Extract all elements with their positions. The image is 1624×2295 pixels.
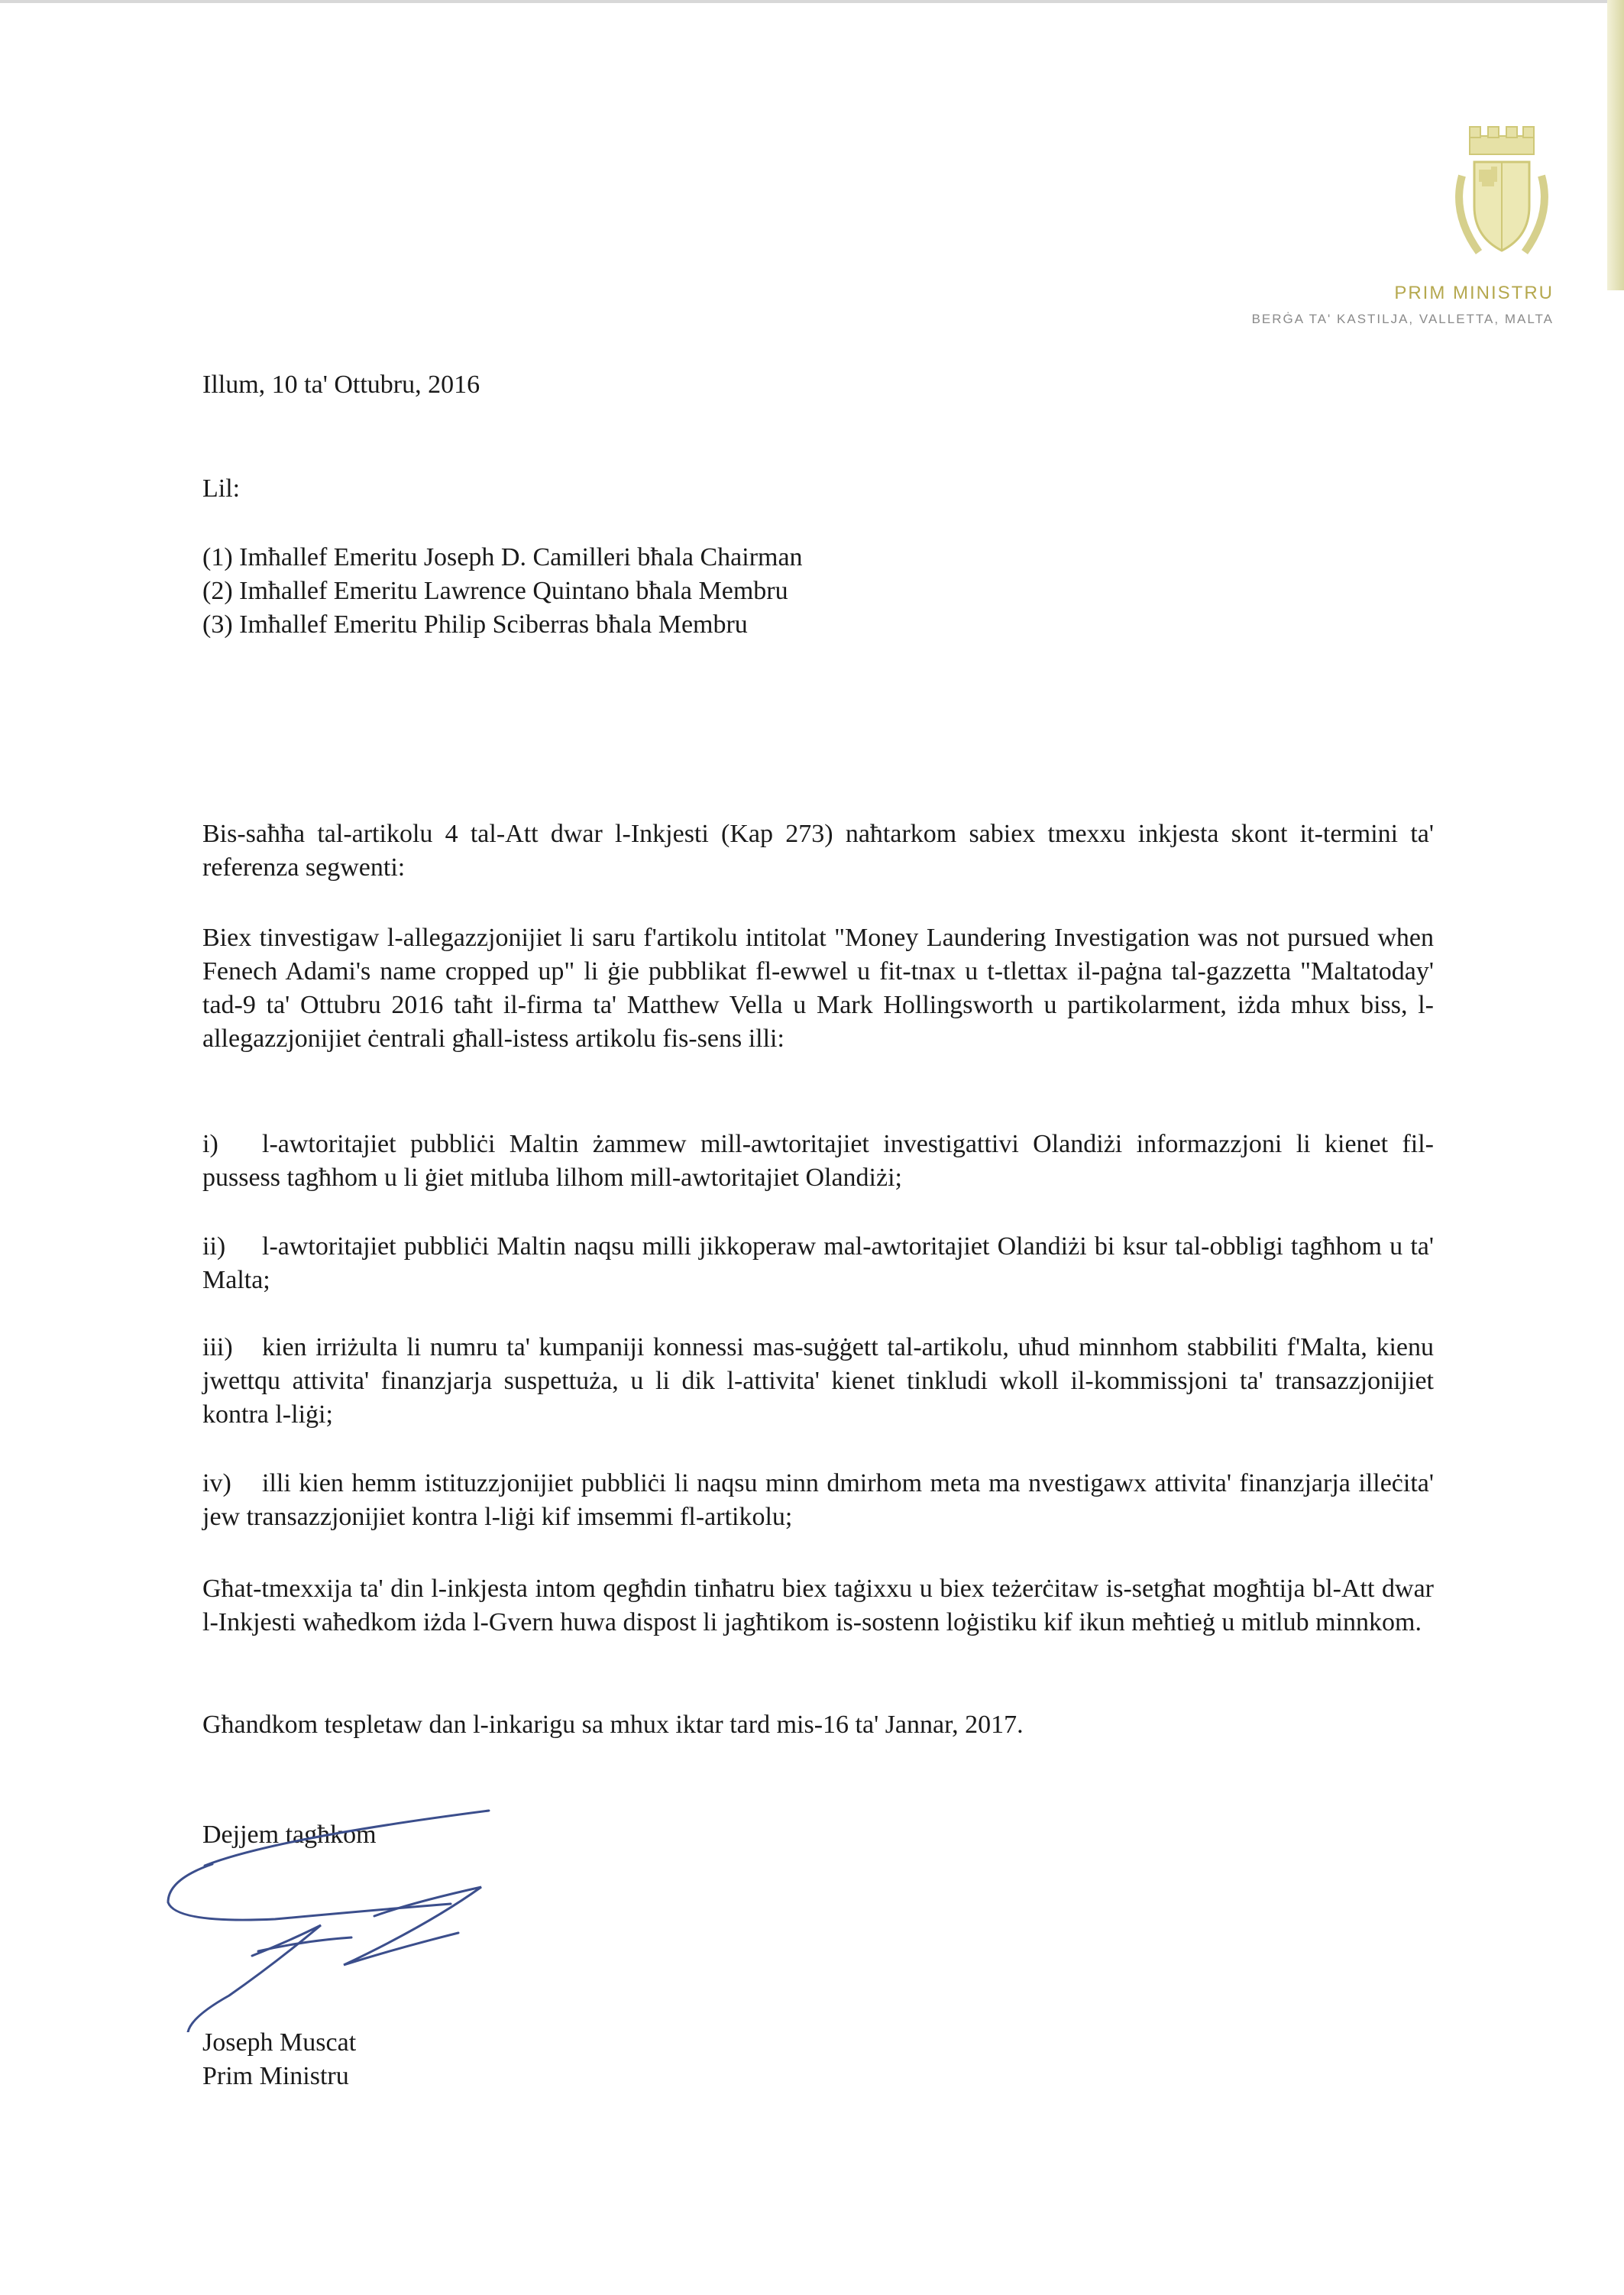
letter-date: Illum, 10 ta' Ottubru, 2016 bbox=[202, 371, 480, 399]
malta-coat-of-arms-icon bbox=[1448, 122, 1555, 267]
term-item-4 bbox=[202, 1467, 1434, 1534]
letterhead-title: PRIM MINISTRU bbox=[1394, 283, 1554, 303]
paragraph-terms: Biex tinvestigaw l-allegazzjonijiet li saru f'artikolu intitolat "Money Laundering Investigation was not pursued when Fenech Adami's name cropped up" li ġie pubblikat fl-ewwel u fit-tnax u t-tlettax il-paġna tal-gazzetta "Maltatoday' tad-9 ta' Ottubru 2016 taħt il-firma ta' Matthew Vella u Mark Hollingsworth u partikolarment, iżda mhux biss, l-allegazzjonijiet ċentrali għall-istess artikolu fis-sens illi: bbox=[202, 924, 1434, 1053]
term-item-text: kien irriżulta li numru ta' kumpaniji konnessi mas-suġġett tal-artikolu, uħud minnhom stabbiliti f'Malta, kienu jwettqu attivita' finanzjarja suspettuża, u li dik l-attivita' kienet tinkludi wkoll il-kommissjoni ta' transazzjonijiet kontra l-liġi; bbox=[202, 1333, 1434, 1429]
letterhead-address: BERĠA TA' KASTILJA, VALLETTA, MALTA bbox=[1251, 312, 1554, 326]
signatory-title: Prim Ministru bbox=[202, 2062, 349, 2090]
recipient-2: (2) Imħallef Emeritu Lawrence Quintano bħala Membru bbox=[202, 577, 788, 605]
term-item-1 bbox=[202, 1128, 1434, 1195]
scan-edge-strip bbox=[1607, 0, 1624, 290]
paragraph-intro: Bis-saħħa tal-artikolu 4 tal-Att dwar l-Inkjesti (Kap 273) naħtarkom sabiex tmexxu inkjesta skont it-termini ta' referenza segwenti: bbox=[202, 820, 1434, 882]
paragraph-conduct: Għat-tmexxija ta' din l-inkjesta intom qegħdin tinħatru biex taġixxu u biex teżerċitaw is-setgħat mogħtija bl-Att dwar l-Inkjesti waħedkom iżda l-Gvern huwa dispost li jagħtikom is-sostenn loġistiku kif ikun meħtieġ u mitlub minnkom. bbox=[202, 1575, 1434, 1636]
term-item-number: iv) bbox=[202, 1469, 231, 1497]
closing-phrase: Dejjem tagħkom bbox=[202, 1821, 377, 1849]
handwritten-signature bbox=[122, 1788, 565, 2032]
recipient-1: (1) Imħallef Emeritu Joseph D. Camilleri bħala Chairman bbox=[202, 543, 803, 571]
salutation: Lil: bbox=[202, 474, 241, 503]
term-item-text: l-awtoritajiet pubbliċi Maltin żammew mill-awtoritajiet investigattivi Olandiżi informazzjoni li kienet fil-pussess tagħhom u li ġiet mitluba lilhom mill-awtoritajiet Olandiżi; bbox=[202, 1130, 1434, 1192]
paragraph-deadline: Għandkom tespletaw dan l-inkarigu sa mhux iktar tard mis-16 ta' Jannar, 2017. bbox=[202, 1711, 1024, 1739]
term-item-3 bbox=[202, 1331, 1434, 1432]
signatory-name: Joseph Muscat bbox=[202, 2028, 357, 2057]
term-item-number: ii) bbox=[202, 1232, 226, 1261]
term-item-number: iii) bbox=[202, 1333, 233, 1361]
signatory-block bbox=[202, 2026, 1434, 2093]
term-item-text: illi kien hemm istituzzjonijiet pubbliċi li naqsu minn dmirhom meta ma nvestigawx attivita' finanzjarja illeċita' jew transazzjonijiet kontra l-liġi kif imsemmi fl-artikolu; bbox=[202, 1469, 1434, 1531]
recipient-3: (3) Imħallef Emeritu Philip Sciberras bħala Membru bbox=[202, 610, 748, 639]
term-item-number: i) bbox=[202, 1130, 218, 1158]
term-item-2 bbox=[202, 1230, 1434, 1297]
page-top-border bbox=[0, 0, 1624, 3]
recipient-list bbox=[202, 541, 1434, 642]
term-item-text: l-awtoritajiet pubbliċi Maltin naqsu milli jikkoperaw mal-awtoritajiet Olandiżi bi ksur tal-obbligi tagħhom u ta' Malta; bbox=[202, 1232, 1434, 1294]
